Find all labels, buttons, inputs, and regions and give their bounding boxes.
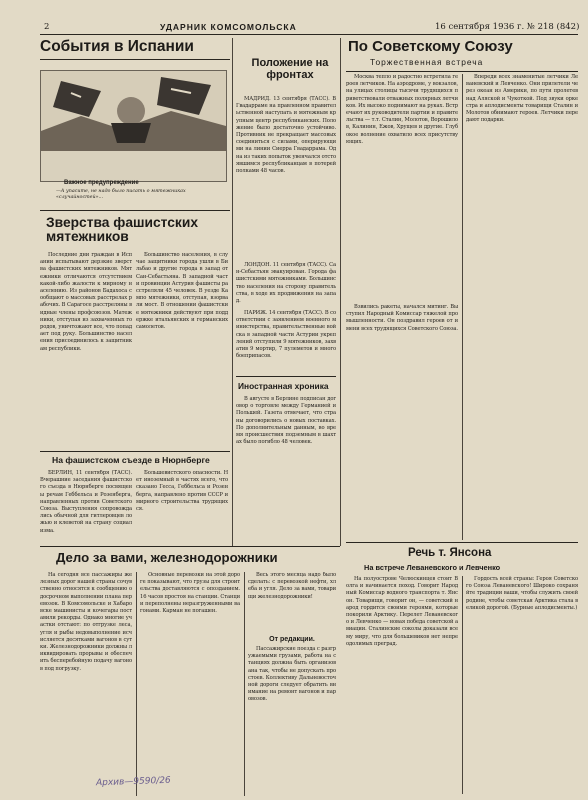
- article-railway-col3: Весь этого месяца надо было сделать: с перевозкой нефти, хлеба и угля. Дело за вами, товарищи железнодорожники!: [248, 572, 336, 600]
- cartoon-illustration: [40, 70, 227, 182]
- paper-title: УДАРНИК КОМСОМОЛЬСКА: [160, 22, 297, 32]
- headline-railway: Дело за вами, железнодорожники: [56, 550, 278, 565]
- headline-foreign: Иностранная хроника: [238, 381, 329, 391]
- article-nazi-col2: Большевистского опасности. Нет иноземный в частях всего, что сказано Гесса, Геббельса и Розенберга, направлено против СССР и мирного строительства трудящихся.: [136, 470, 228, 513]
- column-divider: [462, 576, 463, 794]
- headline-spain: События в Испании: [40, 38, 194, 55]
- cartoon-art: [41, 71, 226, 151]
- article-atrocities-col2: Большинство населения, в случае защитники города ушли в Бильбао и другие города в запад от Сан-Себастьяна. В западной части провинции Астурия фашисты расстреляли 45 человек. В уезде Кампо мятежники, отступая, взорвали мост. В отношении фашистские мятежники действуют при поддержке итальянских и германских самолетов.: [136, 252, 228, 331]
- subheadline-welcome: Торжественная встреча: [370, 57, 484, 67]
- caption-text: —А упасите, не надо было писать о мятежниках «случайностей»...: [56, 189, 186, 200]
- column-divider: [244, 572, 245, 796]
- column-divider: [232, 38, 233, 546]
- column-divider: [462, 74, 463, 540]
- article-fronts: МАДРИД. 13 сентября (ТАСС). В Гвадарраме на правленном правительственной наступать и мятежным крупным центр республиканских. Положение было достаточно устойчиво. Противник не прекращает массовых соединиться с силами, оперирующими на линии Сиерра Гвадаррама. Одна из таких попыток увенчался отстоявшимся республиканцам в потерей полками 48 часов.: [236, 96, 336, 175]
- rule: [40, 451, 230, 452]
- article-welcome-col1: Москва тепло и радостно встретила героев летчиков. На аэродроме, у вокзалов, на улицах столицы тысячи трудящихся приветствовали отважных полярных летчиков. Их высоко поднимают на руках. Встречают их руководители партии и правительства — т.т. Сталин, Молотов, Ворошилов, Калинин, Ежов, Хрущев и другие. Глубокое волнение охватило всех присутствующих.: [346, 74, 458, 145]
- article-yanson-col1: На полуострове Челюскинцев стоит Волга и начинается поход. Говорит Народный Комиссар водного транспорта т. Янсон. Товарищи, говорит он, — советский народ гордится своими героями, которые покорили Арктику. Перелет Леваневского и Левченко — новая победа советской авиации. Сталинские соколы доказали всему миру, что для большевиков нет непреодолимых преград.: [346, 576, 458, 647]
- rule: [236, 376, 336, 377]
- editorial-label: От редакции.: [269, 636, 315, 643]
- article-railway-col2: Основные перевозки на этой дороге показывают, что грузы для строительства доставляются с опозданием. 16 часов простоя на станции. Станции переполнены неразгруженными вагонами. Карман не погашен.: [140, 572, 240, 615]
- column-divider: [340, 38, 341, 546]
- rule: [346, 71, 578, 72]
- headline-fronts: Положение на фронтах: [251, 57, 329, 81]
- page-number: 2: [44, 22, 50, 32]
- subheadline-yanson: На встрече Леваневского и Левченко: [364, 563, 501, 572]
- rule: [40, 546, 340, 547]
- article-fronts-london: ЛОНДОН. 11 сентября (ТАСС). Сан-Себастьян эвакуирован. Города фашистскими мятежниками. Большинство населения на сторону правительства, в ходе их продвижения на запад.: [236, 262, 336, 305]
- article-welcome-col2: Впереди всех знаменитые летчики Леваневский и Левченко. Они прилетели через океан из Америки, по пути пролетев над Аляской и Чукоткой. Под звуки оркестра и аплодисменты товарищи Сталин и Молотов обнимают героев. Летчики передают подарки.: [466, 74, 578, 124]
- article-railway-col1: На сегодня все пассажиры железных дорог нашей страны сочувственно относятся к сообщению о досрочном выполнении плана перевозок. В Комсомольске и Хабаровске машинисты и кочегары поставили рекорды. Однако многие участки отстают: по отгрузке леса, угля и рыбы недовыполнение исчисляется десятками вагонов в сутки. Железнодорожники должны ликвидировать прорывы и обеспечить бесперебойную подачу вагонов под погрузку.: [40, 572, 132, 672]
- rule: [346, 542, 578, 543]
- article-yanson-col2: Гордость всей страны: Героя Советского Союза Леваневского! Широко сохраняйте традиции ваши, чтобы служить своей родине, чтобы советская Арктика стала великой дорогой. (Бурные аплодисменты.): [466, 576, 578, 611]
- headline-atrocities: Зверства фашистских мятежников: [46, 215, 198, 245]
- issue-date: 16 сентября 1936 г. № 218 (842): [435, 22, 580, 32]
- caption-title: Важное предупреждение: [64, 180, 139, 186]
- column-divider: [136, 572, 137, 796]
- headline-yanson: Речь т. Янсона: [408, 547, 492, 559]
- rule: [40, 59, 230, 60]
- rule: [40, 210, 230, 211]
- article-paris: ПАРИЖ. 14 сентября (ТАСС). В соответствии с заявлением военного министерства, правительственные войска в западной части Астурии укреплений отступили 9 мятежников, захватив 9 мортир, 7 пулеметов и много боеприпасов.: [236, 310, 336, 360]
- headline-nazi-congress: На фашистском съезде в Нюрнберге: [52, 455, 210, 465]
- article-welcome-col3: Взвились ракеты, начался митинг. Выступил Народный Комиссар тяжелой промышленности. Он поздравил героев от имени всех трудящихся Советского Союза.: [346, 304, 458, 332]
- article-nazi-col1: БЕРЛИН, 11 сентября (ТАСС). Вчерашние заседания фашистского съезда в Нюрнберге посвящены речам Геббельса и Розенберга, направленных против Советского Союза. Выступления сопровождались обычной для гитлеровцев ложью и клеветой на страну социализма.: [40, 470, 132, 534]
- headline-soviet-union: По Советскому Союзу: [348, 38, 513, 55]
- article-editorial: Пассажирские поезда с разгружаемыми грузами, работа на станциях должна быть организована так, чтобы не допускать простоев. Коллективу Дальневосточной дороги следует обратить внимание на ремонт вагонов и паровозов.: [248, 646, 336, 703]
- masthead: [40, 20, 578, 35]
- article-atrocities-col1: Последние дни граждан в Испании испытывают дерзкие зверства фашистских мятежников. Мятежники отличаются отсутствием какой-либо жалости к мирному населению. Из районов Бадахоса сообщают о массовых расстрелах рабочих. В Сарагосе расстреляны видные члены профсоюзов. Матежники, отступая из захваченных городов, уничтожают все, что попадает под руку. Большинство населения присоединилось к защитникам республики.: [40, 252, 132, 352]
- article-foreign: В августе в Берлине подписан договор о торговле между Германией и Польшей. Газета отмечает, что страны договорились о новых поставках. По дополнительным данным, во время происшествия подземным в шахтах было погибло 48 человек.: [236, 396, 336, 446]
- handwritten-archive-note: Архив—9590/26: [95, 775, 171, 789]
